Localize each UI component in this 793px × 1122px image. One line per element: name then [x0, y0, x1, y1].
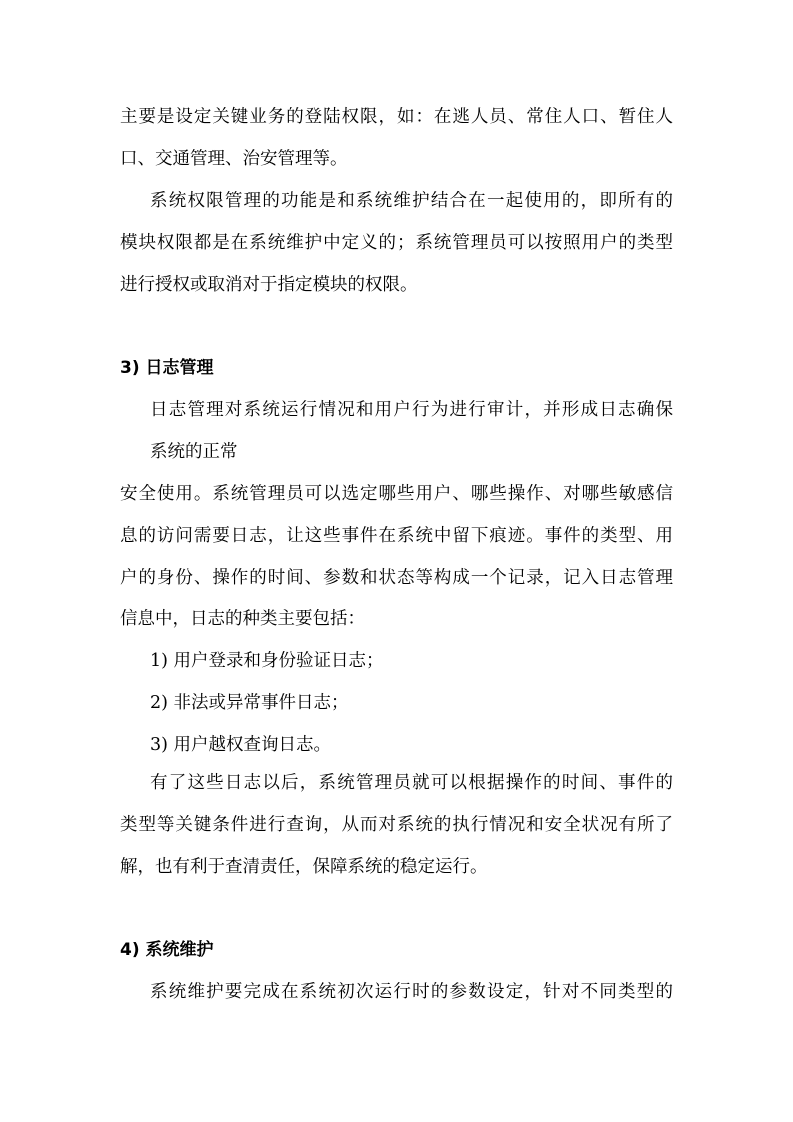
paragraph-line: 解，也有利于查清责任，保障系统的稳定运行。	[120, 857, 488, 877]
paragraph-line: 息的访问需要日志，让这些事件在系统中留下痕迹。事件的类型、用	[120, 526, 673, 546]
section-heading: 3) 日志管理	[120, 358, 214, 378]
paragraph-line: 安全使用。系统管理员可以选定哪些用户、哪些操作、对哪些敏感信	[120, 484, 673, 504]
paragraph-line: 主要是设定关键业务的登陆权限，如：在逃人员、常住人口、暂住人	[120, 107, 673, 127]
paragraph-line: 系统权限管理的功能是和系统维护结合在一起使用的，即所有的	[150, 191, 673, 211]
paragraph-line: 日志管理对系统运行情况和用户行为进行审计，并形成日志确保	[150, 400, 673, 420]
paragraph-line: 类型等关键条件进行查询，从而对系统的执行情况和安全状况有所了	[120, 815, 673, 835]
paragraph-line: 户的身份、操作的时间、参数和状态等构成一个记录，记入日志管理	[120, 568, 673, 588]
paragraph-line: 模块权限都是在系统维护中定义的；系统管理员可以按照用户的类型	[120, 233, 673, 253]
section-heading: 4) 系统维护	[120, 940, 214, 960]
paragraph-line: 系统维护要完成在系统初次运行时的参数设定，针对不同类型的	[150, 982, 673, 1002]
paragraph-line: 进行授权或取消对于指定模块的权限。	[120, 275, 418, 295]
list-item: 3) 用户越权查询日志。	[150, 735, 332, 755]
paragraph-line: 口、交通管理、治安管理等。	[120, 149, 348, 169]
list-item: 1) 用户登录和身份验证日志；	[150, 651, 384, 671]
paragraph-line: 系统的正常	[150, 442, 238, 462]
paragraph-line: 信息中，日志的种类主要包括：	[120, 609, 365, 629]
paragraph-line: 有了这些日志以后，系统管理员就可以根据操作的时间、事件的	[150, 773, 673, 793]
list-item: 2) 非法或异常事件日志；	[150, 693, 349, 713]
